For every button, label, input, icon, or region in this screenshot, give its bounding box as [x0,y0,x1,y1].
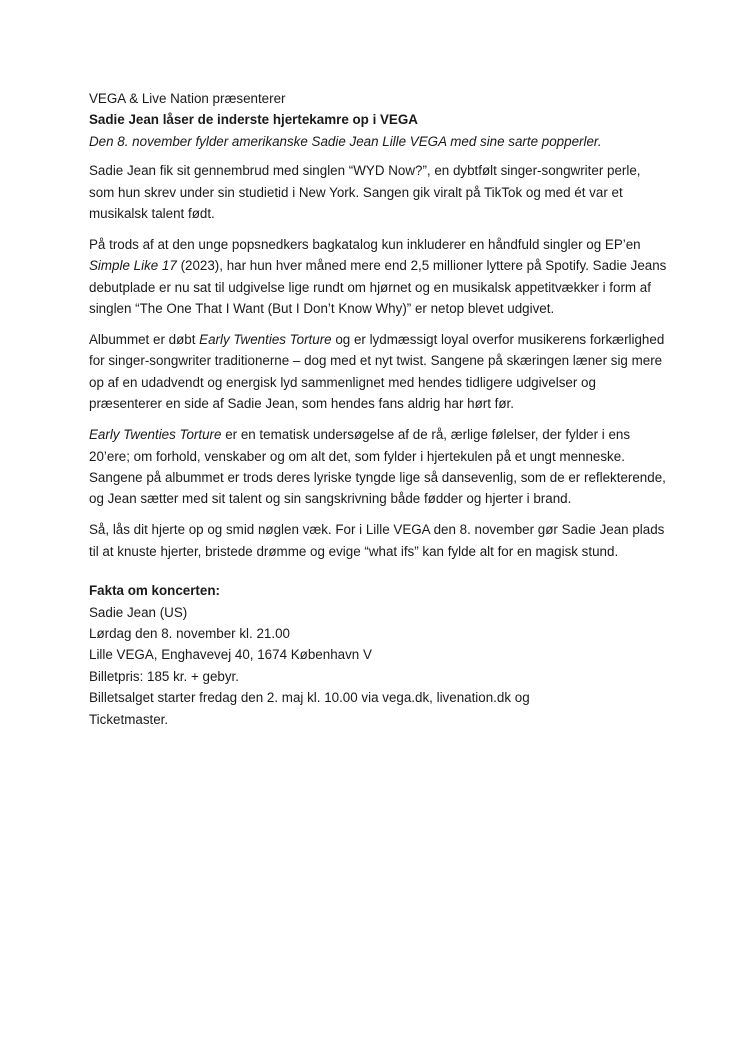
facts-venue: Lille VEGA, Enghavevej 40, 1674 København V [89,647,372,663]
paragraph-themes-text: er en tematisk undersøgelse af de rå, ærlige følelser, der fylder i ens 20’ere; om forhold, venskaber og om alt det, som fylder i hjertekulen på et ungt menneske. Sangene på albummet er trods deres lyriske tyngde lige så dansevenlig, som de er reflekterende, og Jean sætter med sit talent og sin sangskrivning både fødder og hjerter i brand. [89,427,666,507]
paragraph-catalog [89,234,669,320]
paragraph-album-text-after: og er lydmæssigt loyal overfor musikerens forkærlighed for singer-songwriter traditionerne – dog med et nyt twist. Sangene på skæringen læner sig mere op af en udadvendt og energisk lyd sammenlignet med hendes tidligere udgivelser og præsenterer en side af Sadie Jean, som hendes fans aldrig har hørt før. [89,332,665,412]
paragraph-catalog-text-after: (2023), har hun hver måned mere end 2,5 millioner lyttere på Spotify. Sadie Jeans debutplade er nu sat til udgivelse lige rundt om hjørnet og en musikalsk appetitvækker i form af singlen “The One That I Want (But I Don’t Know Why)” er netop blevet udgivet. [89,258,667,317]
facts-sale-line-1: Billetsalget starter fredag den 2. maj kl. 10.00 via vega.dk, livenation.dk og [89,690,530,706]
press-release-page [89,88,669,730]
facts-date: Lørdag den 8. november kl. 21.00 [89,625,290,641]
paragraph-closing: Så, lås dit hjerte op og smid nøglen væk. For i Lille VEGA den 8. november gør Sadie Jean plads til at knuste hjerter, bristede drømme og evige “what ifs” kan fylde alt for en magisk stund. [89,522,665,559]
facts-heading: Fakta om koncerten: [89,583,220,599]
subheadline: Den 8. november fylder amerikanske Sadie Jean Lille VEGA med sine sarte popperler. [89,133,602,149]
header-block [89,88,669,152]
paragraph-album [89,329,669,415]
headline: Sadie Jean låser de inderste hjertekamre op i VEGA [89,112,418,128]
paragraph-themes [89,424,669,510]
paragraph-album-text-before: Albummet er døbt [89,332,200,348]
paragraph-breakthrough: Sadie Jean fik sit gennembrud med singlen “WYD Now?”, en dybtfølt singer-songwriter perle, som hun skrev under sin studietid i New York. Sangen gik viralt på TikTok og med ét var et musikalsk talent født. [89,163,641,222]
facts-artist: Sadie Jean (US) [89,604,188,620]
album-title: Early Twenties Torture [199,332,332,348]
facts-price: Billetpris: 185 kr. + gebyr. [89,668,239,684]
paragraph-catalog-text-before: På trods af at den unge popsnedkers bagkatalog kun inkluderer en håndfuld singler og EP’en [89,236,641,252]
ep-title: Simple Like 17 [89,258,177,274]
album-title-2: Early Twenties Torture [89,427,222,443]
presenter-line: VEGA & Live Nation præsenterer [89,91,286,106]
facts-sale-line-2: Ticketmaster. [89,711,169,727]
facts-block [89,580,669,730]
